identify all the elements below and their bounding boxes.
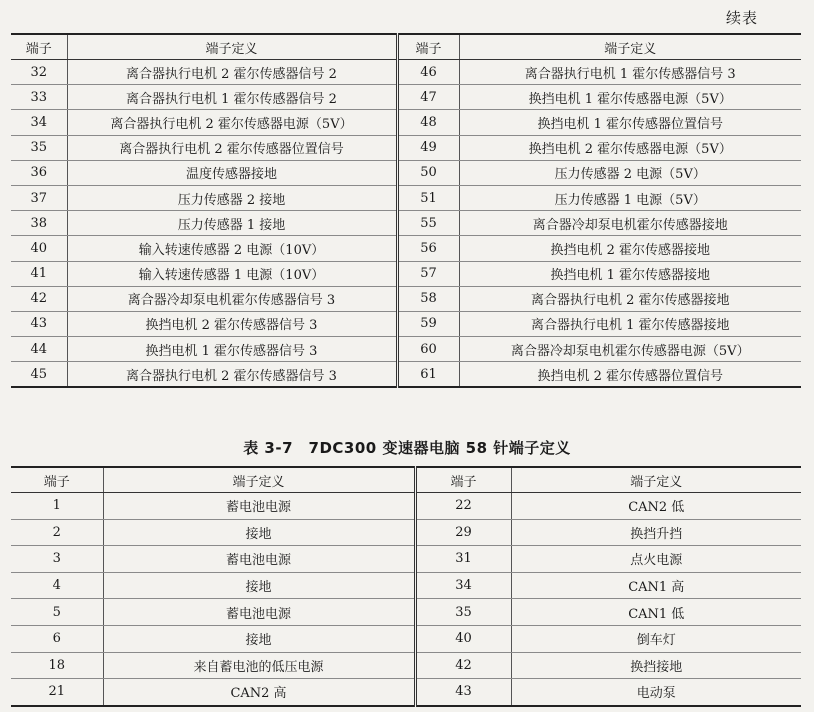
header-pin: 端子 bbox=[11, 467, 103, 493]
pin-cell: 46 bbox=[397, 60, 459, 85]
table-row bbox=[11, 362, 801, 388]
definition-cell: 换挡电机 1 霍尔传感器接地 bbox=[459, 261, 801, 286]
definition-cell: 输入转速传感器 2 电源（10V） bbox=[67, 236, 397, 261]
definition-cell: 压力传感器 1 电源（5V） bbox=[459, 185, 801, 210]
pin-cell: 37 bbox=[11, 185, 67, 210]
pin-cell: 40 bbox=[415, 625, 511, 652]
pin-definition-table-58pin bbox=[11, 466, 801, 707]
table-caption: 表 3-7 7DC300 变速器电脑 58 针端子定义 bbox=[243, 439, 571, 457]
definition-cell: 换挡接地 bbox=[511, 652, 801, 679]
pin-cell: 4 bbox=[11, 572, 103, 599]
pin-cell: 32 bbox=[11, 60, 67, 85]
pin-cell: 38 bbox=[11, 211, 67, 236]
definition-cell: 离合器执行电机 2 霍尔传感器位置信号 bbox=[67, 135, 397, 160]
table-row bbox=[11, 211, 801, 236]
definition-cell: 倒车灯 bbox=[511, 625, 801, 652]
definition-cell: 换挡电机 2 霍尔传感器位置信号 bbox=[459, 362, 801, 388]
pin-cell: 43 bbox=[415, 679, 511, 706]
definition-cell: 换挡电机 2 霍尔传感器接地 bbox=[459, 236, 801, 261]
definition-cell: 离合器执行电机 2 霍尔传感器电源（5V） bbox=[67, 110, 397, 135]
definition-cell: 离合器冷却泵电机霍尔传感器信号 3 bbox=[67, 286, 397, 311]
pin-cell: 56 bbox=[397, 236, 459, 261]
definition-cell: 换挡电机 1 霍尔传感器电源（5V） bbox=[459, 85, 801, 110]
pin-cell: 60 bbox=[397, 337, 459, 362]
table-row bbox=[11, 60, 801, 85]
pin-cell: 51 bbox=[397, 185, 459, 210]
pin-cell: 35 bbox=[11, 135, 67, 160]
definition-cell: 输入转速传感器 1 电源（10V） bbox=[67, 261, 397, 286]
pin-cell: 22 bbox=[415, 493, 511, 520]
definition-cell: 点火电源 bbox=[511, 546, 801, 573]
pin-cell: 35 bbox=[415, 599, 511, 626]
definition-cell: 离合器执行电机 1 霍尔传感器信号 2 bbox=[67, 85, 397, 110]
pin-cell: 21 bbox=[11, 679, 103, 706]
definition-cell: CAN2 高 bbox=[103, 679, 415, 706]
pin-cell: 18 bbox=[11, 652, 103, 679]
pin-cell: 3 bbox=[11, 546, 103, 573]
pin-cell: 34 bbox=[11, 110, 67, 135]
pin-cell: 31 bbox=[415, 546, 511, 573]
pin-cell: 50 bbox=[397, 160, 459, 185]
pin-definition-table-continued bbox=[11, 33, 801, 388]
pin-cell: 55 bbox=[397, 211, 459, 236]
pin-cell: 34 bbox=[415, 572, 511, 599]
table-row bbox=[11, 311, 801, 336]
pin-cell: 1 bbox=[11, 493, 103, 520]
definition-cell: 离合器冷却泵电机霍尔传感器接地 bbox=[459, 211, 801, 236]
header-definition: 端子定义 bbox=[511, 467, 801, 493]
pin-cell: 61 bbox=[397, 362, 459, 388]
definition-cell: 温度传感器接地 bbox=[67, 160, 397, 185]
definition-cell: 压力传感器 1 接地 bbox=[67, 211, 397, 236]
definition-cell: 离合器冷却泵电机霍尔传感器电源（5V） bbox=[459, 337, 801, 362]
pin-cell: 40 bbox=[11, 236, 67, 261]
table-row bbox=[11, 679, 801, 706]
pin-cell: 33 bbox=[11, 85, 67, 110]
definition-cell: 换挡电机 1 霍尔传感器信号 3 bbox=[67, 337, 397, 362]
definition-cell: 蓄电池电源 bbox=[103, 493, 415, 520]
header-pin: 端子 bbox=[11, 34, 67, 60]
pin-cell: 58 bbox=[397, 286, 459, 311]
header-definition: 端子定义 bbox=[459, 34, 801, 60]
table-row bbox=[11, 599, 801, 626]
table-row bbox=[11, 110, 801, 135]
header-pin: 端子 bbox=[415, 467, 511, 493]
header-definition: 端子定义 bbox=[103, 467, 415, 493]
table-row bbox=[11, 160, 801, 185]
pin-cell: 59 bbox=[397, 311, 459, 336]
definition-cell: 换挡电机 2 霍尔传感器电源（5V） bbox=[459, 135, 801, 160]
definition-cell: CAN1 高 bbox=[511, 572, 801, 599]
pin-cell: 41 bbox=[11, 261, 67, 286]
pin-cell: 57 bbox=[397, 261, 459, 286]
definition-cell: 换挡电机 1 霍尔传感器位置信号 bbox=[459, 110, 801, 135]
header-definition: 端子定义 bbox=[67, 34, 397, 60]
pin-cell: 5 bbox=[11, 599, 103, 626]
pin-cell: 2 bbox=[11, 519, 103, 546]
table-row bbox=[11, 261, 801, 286]
pin-cell: 45 bbox=[11, 362, 67, 388]
definition-cell: 离合器执行电机 1 霍尔传感器接地 bbox=[459, 311, 801, 336]
table-row bbox=[11, 85, 801, 110]
definition-cell: 接地 bbox=[103, 625, 415, 652]
definition-cell: 离合器执行电机 1 霍尔传感器信号 3 bbox=[459, 60, 801, 85]
header-pin: 端子 bbox=[397, 34, 459, 60]
pin-cell: 44 bbox=[11, 337, 67, 362]
definition-cell: 离合器执行电机 2 霍尔传感器信号 2 bbox=[67, 60, 397, 85]
definition-cell: 换挡电机 2 霍尔传感器信号 3 bbox=[67, 311, 397, 336]
definition-cell: 压力传感器 2 电源（5V） bbox=[459, 160, 801, 185]
definition-cell: CAN2 低 bbox=[511, 493, 801, 520]
definition-cell: 接地 bbox=[103, 519, 415, 546]
definition-cell: 换挡升挡 bbox=[511, 519, 801, 546]
pin-cell: 6 bbox=[11, 625, 103, 652]
definition-cell: 接地 bbox=[103, 572, 415, 599]
pin-cell: 42 bbox=[415, 652, 511, 679]
table-header-row bbox=[11, 467, 801, 493]
table-row bbox=[11, 625, 801, 652]
definition-cell: 离合器执行电机 2 霍尔传感器接地 bbox=[459, 286, 801, 311]
definition-cell: 电动泵 bbox=[511, 679, 801, 706]
continued-label: 续表 bbox=[725, 9, 758, 27]
table-row bbox=[11, 185, 801, 210]
table-row bbox=[11, 652, 801, 679]
pin-cell: 36 bbox=[11, 160, 67, 185]
table-row bbox=[11, 286, 801, 311]
definition-cell: CAN1 低 bbox=[511, 599, 801, 626]
definition-cell: 蓄电池电源 bbox=[103, 546, 415, 573]
table-row bbox=[11, 337, 801, 362]
table-row bbox=[11, 546, 801, 573]
table-header-row bbox=[11, 34, 801, 60]
pin-cell: 48 bbox=[397, 110, 459, 135]
definition-cell: 压力传感器 2 接地 bbox=[67, 185, 397, 210]
pin-cell: 42 bbox=[11, 286, 67, 311]
definition-cell: 离合器执行电机 2 霍尔传感器信号 3 bbox=[67, 362, 397, 388]
pin-cell: 29 bbox=[415, 519, 511, 546]
pin-cell: 49 bbox=[397, 135, 459, 160]
pin-cell: 47 bbox=[397, 85, 459, 110]
pin-cell: 43 bbox=[11, 311, 67, 336]
table-row bbox=[11, 236, 801, 261]
table-row bbox=[11, 519, 801, 546]
table-row bbox=[11, 572, 801, 599]
definition-cell: 蓄电池电源 bbox=[103, 599, 415, 626]
definition-cell: 来自蓄电池的低压电源 bbox=[103, 652, 415, 679]
table-row bbox=[11, 135, 801, 160]
table-row bbox=[11, 493, 801, 520]
